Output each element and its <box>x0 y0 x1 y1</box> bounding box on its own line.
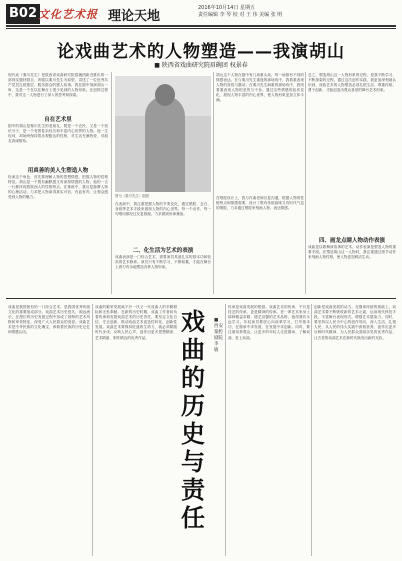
article1-subhead-4: 四、画龙点睛人物动作表演 <box>318 238 385 244</box>
article1-col1: 现代戏《秦川先生》是陕西省戏曲研究院眉碗团新近推出的一部现实题材剧目，该剧以秦川先生为原型，讲述了一位优秀共产党员扎根基层、服务群众的感人故事。我在剧中饰演胡山一角，这是一个在以往舞台上很少见到的人物形象。在创排过程中，我对这一人物进行了深入的思考和探索。 <box>8 73 108 98</box>
article1-col1b: 剧中的胡山是秦川先生的老朋友，既是一个农民，又是一个知识分子，是一个有着复杂经历和丰富内心世界的人物。他一生坎坷，却始终保持着乐观豁达的性格，对生活充满热爱，对朋友真诚相待。 <box>8 124 108 144</box>
photo-caption: 图为《秦川先生》剧照 <box>115 194 149 198</box>
editor-credits: 责任编辑 李 琴 校 对 王 伟 美编 张 明 <box>198 12 283 18</box>
article1-subhead-2: 用真善的美人生塑造人物 <box>27 168 89 174</box>
header-rule <box>6 25 396 27</box>
article1-col1c: 扮演这个角色，首先要理解人物的思想情感，把握人物的性格特征。胡山是一个既有幽默感又有深厚情感的人物，他的一言一行都体现着陕西人的性格特点。在排练中，我反复揣摩人物的心理活动，力求把人物演得真实可信、有血有肉，让观众感受到人物的魅力。 <box>8 175 108 200</box>
article2-col1: 戏曲是我国独有的一门综合艺术，是我国优秀传统文化的重要组成部分。戏曲艺术历史悠久，源远流长，在漫长的历史发展过程中形成了独特的艺术风格和审美特征，深受广大人民群众的喜爱。戏曲艺术是中华民族的文化瑰宝，承载着民族的历史记忆和情感认同。 <box>8 305 90 335</box>
performer-figure <box>145 96 185 192</box>
page-number: B02 <box>6 4 40 24</box>
article1-subhead-1: 自在艺术里 <box>44 117 72 123</box>
article1-col3: 胡山这个人物在剧中有几场重头戏，每一场都有不同的情感表达。在与秦川先生重逢的那场戏中，我着重表现人物的喜悦与激动；在秦川先生病重的那场戏中，我则着重表现人物的悲伤与不舍。通过这些情感的起伏变化，展现人物丰富的内心世界，使人物形象更加立体丰满。 <box>216 73 304 103</box>
article2-title: 戏曲的历史与责任 <box>181 308 205 532</box>
article1-byline: ■ 陕西省戏曲研究院眉碗团 权景春 <box>154 62 248 69</box>
performer-head <box>155 84 175 106</box>
header-meta <box>198 5 282 19</box>
paper-name: 文化艺术报 <box>38 8 98 21</box>
article2-col2: 戏曲的繁荣发展离不开一代又一代戏曲人的辛勤耕耘和无私奉献。在新的历史时期，戏曲工作者肩负着传承和发展戏曲艺术的历史责任，要坚定文化自信，守正创新，推动戏曲艺术创造性转化、创新性发展。戏曲艺术要保持旺盛的生命力，就必须紧跟时代步伐，反映人民心声，创作出更多思想精深、艺术精湛、制作精良的优秀作品。 <box>95 305 177 340</box>
issue-date: 2016年10月14日 星期五 <box>198 5 256 11</box>
article1-col3b: 在唱腔设计上，我与作曲老师反复沟通，根据人物的性格特点和情感需要，设计了既有传统韵味又有时代气息的唱腔，力求通过唱腔来刻画人物、表达情感。 <box>216 196 304 211</box>
page-header <box>6 4 396 26</box>
article-separator <box>6 298 396 299</box>
header-rule-thin <box>6 28 396 29</box>
article2-byline: ■ 西安秦腔剧院 李 敏 <box>214 318 223 353</box>
article1-col2c: 戏曲表演是一门综合艺术，需要演员具备扎实的基本功和较高的艺术修养。演员只有不断学习、不断积累，才能在舞台上游刃有余地塑造各种人物形象。 <box>115 255 211 270</box>
article2-col3: 传承是戏曲发展的根基。戏曲艺术的传承，不仅是技艺的传承，更是精神的传承。老一辈艺术家身上那种精益求精、德艺双馨的艺术品格，值得我们永远学习。年轻演员要虚心向前辈学习，打牢基本功，在继承中求发展，在发展中求创新。同时，要注重培养观众，让更多的年轻人走进剧场、了解戏曲、爱上戏曲。 <box>228 305 310 340</box>
article1-col4b: 戏曲是以歌舞演故事的艺术，动作表演是塑造人物的重要手段。在塑造胡山这一人物时，我注重通过细节动作来刻画人物性格，使人物更加鲜活生动。 <box>308 245 396 260</box>
article1-title: 论戏曲艺术的人物塑造——我演胡山 <box>57 42 345 62</box>
article1-col2b: 在表演中，我注重把握人物的节奏变化，通过唱腔、念白、身段等艺术手段来展现人物的内心世界。每一个动作、每一句唱词都经过反复推敲，力求做到形神兼备。 <box>115 202 211 217</box>
article2-col4: 创新是戏曲发展的动力。在继承传统的基础上，戏曲艺术要不断吸收新的艺术元素，运用现代科技手段，丰富舞台表现形式，增强艺术感染力。同时，要坚持以人民为中心的创作导向，深入生活、扎根人民，从人民的伟大实践中汲取营养，创作出更多反映时代精神、为人民群众喜闻乐见的优秀作品，让古老的戏曲艺术在新时代焕发出新的光彩。 <box>314 305 396 340</box>
article1-subhead-3: 二、化生活为艺术的表演 <box>132 248 194 254</box>
article1-col4: 总之，塑造胡山这一人物形象的过程，是我不断学习、不断探索的过程。通过这次创作实践，我更加深刻地认识到，戏曲艺术的人物塑造必须扎根生活、尊重传统、勇于创新，才能创造出观众喜爱的舞台艺术形象。 <box>308 73 396 93</box>
section-title: 理论天地 <box>108 9 161 24</box>
stage-photo <box>115 76 211 192</box>
